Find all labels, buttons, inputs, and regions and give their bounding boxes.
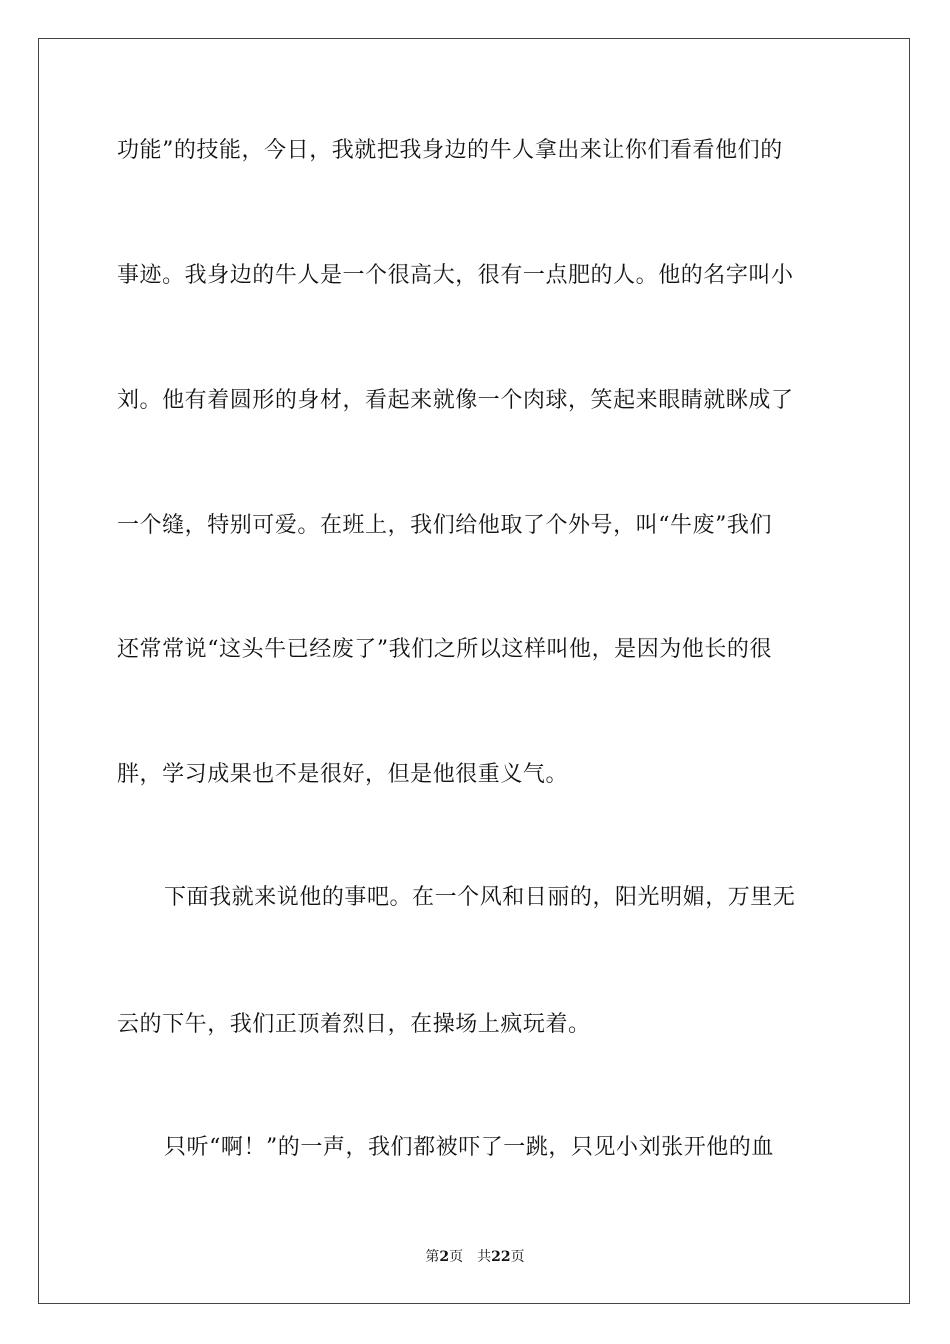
total-pages: 22 — [491, 1249, 511, 1265]
total-suffix: 页 — [510, 1249, 525, 1265]
paragraph-start-line-7: 下面我就来说他的事吧。在一个风和日丽的，阳光明媚，万里无 — [164, 885, 796, 910]
paragraph-start-line-9: 只听“啊！”的一声，我们都被吓了一跳，只见小刘张开他的血 — [164, 1135, 774, 1160]
body-line-3: 刘。他有着圆形的身材，看起来就像一个肉球，笑起来眼睛就眯成了 — [117, 388, 794, 413]
body-line-4: 一个缝，特别可爱。在班上，我们给他取了个外号，叫“牛废”我们 — [117, 513, 772, 538]
body-line-5: 还常常说“这头牛已经废了”我们之所以这样叫他，是因为他长的很 — [117, 637, 772, 662]
body-line-8: 云的下午，我们正顶着烈日，在操场上疯玩着。 — [117, 1012, 591, 1037]
page-prefix: 第 — [425, 1249, 440, 1265]
page-number: 2 — [439, 1249, 450, 1265]
body-line-1: 功能”的技能，今日，我就把我身边的牛人拿出来让你们看看他们的 — [117, 138, 783, 163]
page-border — [38, 38, 910, 1304]
page-footer — [0, 1248, 950, 1266]
body-line-2: 事迹。我身边的牛人是一个很高大，很有一点肥的人。他的名字叫小 — [117, 263, 794, 288]
page-suffix: 页 — [449, 1249, 464, 1265]
total-prefix: 共 — [477, 1249, 492, 1265]
body-line-6: 胖，学习成果也不是很好，但是他很重义气。 — [117, 762, 569, 787]
